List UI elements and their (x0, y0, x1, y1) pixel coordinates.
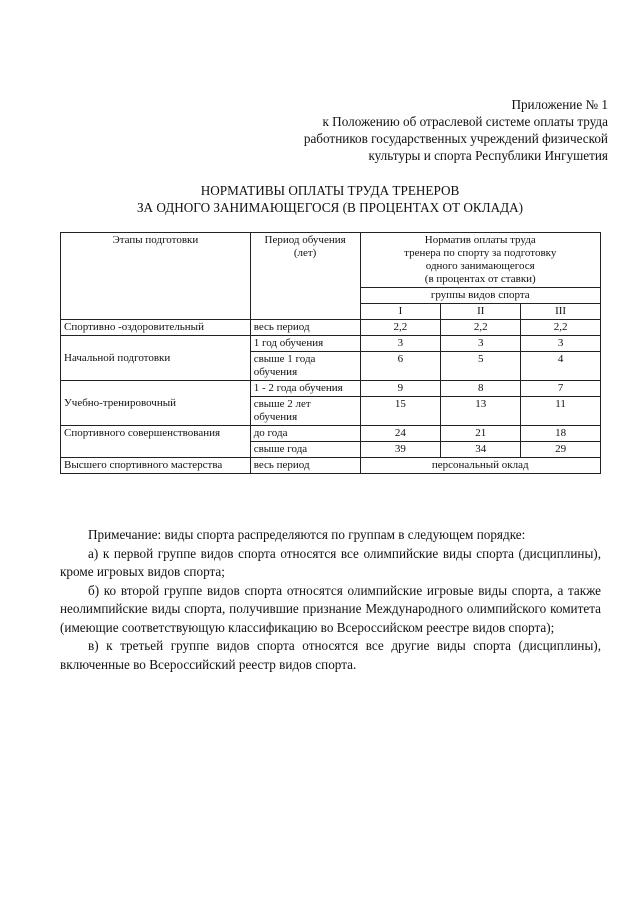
period-cell: свыше года (250, 442, 360, 458)
value-cell: 2,2 (360, 320, 441, 336)
table-row (61, 336, 601, 352)
table-header-row (61, 233, 601, 288)
value-cell: 2,2 (441, 320, 521, 336)
value-cell: 3 (360, 336, 441, 352)
appendix-header (188, 96, 608, 164)
header-group-3: III (521, 304, 601, 320)
value-cell: 5 (441, 352, 521, 381)
period-cell: весь период (250, 320, 360, 336)
value-cell: 9 (360, 381, 441, 397)
stage-cell: Начальной подготовки (61, 336, 251, 381)
table-row (61, 320, 601, 336)
stage-cell: Учебно-тренировочный (61, 381, 251, 426)
period-cell: 1 год обучения (250, 336, 360, 352)
value-cell: 21 (441, 426, 521, 442)
stage-cell: Спортивного совершенствования (61, 426, 251, 458)
title-line-1: НОРМАТИВЫ ОПЛАТЫ ТРУДА ТРЕНЕРОВ (200, 183, 460, 198)
header-period: Период обучения (лет) (250, 233, 360, 320)
value-cell: 24 (360, 426, 441, 442)
appendix-line-4: культуры и спорта Республики Ингушетия (368, 148, 608, 163)
period-cell: свыше 2 лет обучения (250, 397, 360, 426)
document-title (60, 182, 600, 216)
value-cell: 2,2 (521, 320, 601, 336)
appendix-line-1: Приложение № 1 (511, 97, 608, 112)
header-norm-line-4: (в процентах от ставки) (424, 273, 536, 285)
value-cell: 4 (521, 352, 601, 381)
table-row (61, 458, 601, 474)
appendix-line-3: работников государственных учреждений физической (303, 131, 608, 146)
header-norm-line-2: тренера по спорту за подготовку (404, 247, 557, 259)
period-cell: свыше 1 года обучения (250, 352, 360, 381)
value-cell: 3 (441, 336, 521, 352)
header-norm-line-3: одного занимающегося (425, 260, 535, 272)
value-cell: 15 (360, 397, 441, 426)
note-a: а) к первой группе видов спорта относятся все олимпийские виды спорта (дисциплины), кроме игровых видов спорта; (60, 545, 601, 579)
appendix-line-2: к Положению об отраслевой системе оплаты труда (322, 114, 608, 129)
period-cell: до года (250, 426, 360, 442)
period-cell: весь период (250, 458, 360, 474)
table-row (61, 426, 601, 442)
norms-table (60, 232, 601, 474)
header-norm (360, 233, 601, 288)
note-intro: Примечание: виды спорта распределяются по группам в следующем порядке: (88, 527, 526, 542)
header-group-1: I (360, 304, 441, 320)
notes-section (60, 526, 601, 674)
note-b: б) ко второй группе видов спорта относятся олимпийские игровые виды спорта, а также неолимпийские виды спорта, получившие признание Международного олимпийского комитета (имеющие соответствующую классификацию во Всероссийском реестре видов спорта); (60, 582, 601, 635)
value-cell: персональный оклад (360, 458, 601, 474)
value-cell: 29 (521, 442, 601, 458)
value-cell: 39 (360, 442, 441, 458)
value-cell: 34 (441, 442, 521, 458)
stage-cell: Спортивно -оздоровительный (61, 320, 251, 336)
header-group-2: II (441, 304, 521, 320)
period-cell: 1 - 2 года обучения (250, 381, 360, 397)
value-cell: 6 (360, 352, 441, 381)
stage-cell: Высшего спортивного мастерства (61, 458, 251, 474)
table-row (61, 381, 601, 397)
header-groups: группы видов спорта (360, 288, 601, 304)
note-c: в) к третьей группе видов спорта относятся все другие виды спорта (дисциплины), включенные во Всероссийский реестр видов спорта. (60, 638, 601, 672)
header-stages: Этапы подготовки (61, 233, 251, 320)
title-line-2: ЗА ОДНОГО ЗАНИМАЮЩЕГОСЯ (В ПРОЦЕНТАХ ОТ ОКЛАДА) (136, 200, 524, 215)
value-cell: 13 (441, 397, 521, 426)
value-cell: 7 (521, 381, 601, 397)
value-cell: 11 (521, 397, 601, 426)
header-norm-line-1: Норматив оплаты труда (424, 234, 536, 246)
value-cell: 18 (521, 426, 601, 442)
value-cell: 8 (441, 381, 521, 397)
value-cell: 3 (521, 336, 601, 352)
